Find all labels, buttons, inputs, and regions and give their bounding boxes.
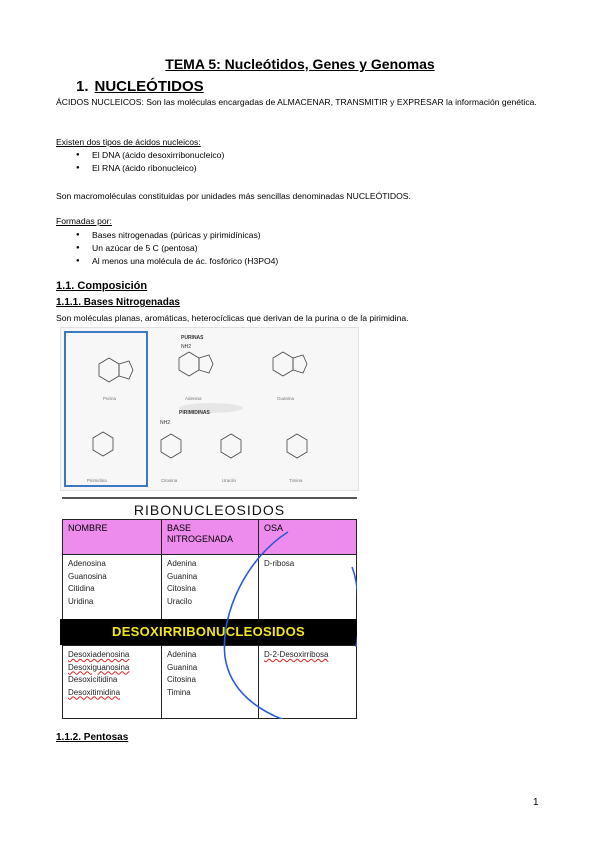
- header-nombre: NOMBRE: [62, 519, 162, 555]
- osa-value: D-ribosa: [264, 559, 295, 568]
- molecule-label: Adenina: [185, 396, 202, 401]
- ribo-names-cell: [62, 554, 162, 620]
- heading-text: NUCLEÓTIDOS: [94, 78, 204, 95]
- table-cell-text: Desoxiadenosina: [68, 650, 130, 659]
- bases-figure: [60, 327, 359, 491]
- page-title: TEMA 5: Nucleótidos, Genes y Genomas: [165, 56, 435, 72]
- heading-number: 1.: [76, 78, 89, 95]
- list-item: ● El RNA (ácido ribonucleico): [76, 162, 224, 175]
- table-row: Adenina: [167, 559, 197, 568]
- nucleosidos-table: [60, 497, 357, 719]
- ribo-bases-cell: [161, 554, 259, 620]
- table-row: Guanosina: [68, 571, 107, 581]
- table-cell-text: Desoxiguanosina: [68, 662, 130, 672]
- table-row: Guanina: [167, 662, 198, 672]
- table-row: [68, 649, 156, 662]
- list-item: ● Bases nitrogenadas (púricas y pirimidínicas): [76, 229, 278, 242]
- table-row: Adenina: [167, 650, 197, 659]
- table-row: Citosina: [167, 584, 196, 593]
- heading-bases: 1.1.1. Bases Nitrogenadas: [56, 297, 180, 308]
- table-row: Citosina: [167, 675, 196, 684]
- heading-nucleotidos: [76, 78, 204, 95]
- molecule-label: Purina: [103, 396, 117, 401]
- molecule-label: Uracilo: [222, 478, 237, 483]
- osa-value: [264, 649, 351, 662]
- table-cell-text: D-2-Desoxirribosa: [264, 650, 329, 659]
- table-cell-text: Desoxitimidina: [68, 687, 121, 697]
- intro-paragraph: ÁCIDOS NUCLEICOS: Son las moléculas encargadas de ALMACENAR, TRANSMITIR y EXPRESAR la información genética.: [56, 97, 537, 107]
- table-row: [68, 687, 156, 700]
- list-item: ● El DNA (ácido desoxirribonucleico): [76, 149, 224, 162]
- uracilo-structure: [221, 434, 241, 458]
- adenina-structure: [179, 352, 213, 376]
- ribonucleosidos-title: RIBONUCLEOSIDOS: [62, 497, 357, 521]
- desoxi-names-cell: [62, 645, 162, 719]
- heading-pentosas: 1.1.2. Pentosas: [56, 732, 129, 743]
- pirimidina-structure: [93, 432, 113, 456]
- molecule-label: Timina: [289, 478, 303, 483]
- table-row: Guanina: [167, 571, 198, 581]
- molecule-label: Citosina: [161, 478, 178, 483]
- table-row: [68, 662, 156, 675]
- list-item: ● Al menos una molécula de ác. fosfórico (H3PO4): [76, 255, 278, 268]
- purina-structure: [99, 358, 133, 382]
- ribo-osa-cell: [258, 554, 357, 620]
- pirimidinas-label: PIRIMIDINAS: [179, 410, 210, 416]
- table-row: Citidina: [68, 584, 95, 593]
- table-row: Timina: [167, 687, 191, 697]
- table-row: Desoxicitidina: [68, 675, 118, 684]
- bases-structures: [61, 328, 358, 490]
- molecule-label: Pirimidina: [87, 478, 107, 483]
- formed-label: Formadas por:: [56, 216, 112, 226]
- timina-structure: [287, 434, 307, 458]
- types-label: Existen dos tipos de ácidos nucleicos:: [56, 137, 201, 147]
- macro-paragraph: Son macromoléculas constituidas por unidades más sencillas denominadas NUCLEÓTIDOS.: [56, 191, 411, 201]
- purinas-label: PURINAS: [181, 335, 204, 341]
- molecule-label: Guanina: [277, 396, 295, 401]
- highlight-box: [65, 332, 147, 486]
- nh2-label: NH2: [181, 344, 192, 350]
- citosina-structure: [161, 434, 181, 458]
- desoxirribonucleosidos-title: DESOXIRRIBONUCLEOSIDOS: [60, 619, 357, 645]
- desoxi-osa-cell: [258, 645, 357, 719]
- formed-list: [76, 229, 278, 268]
- desoxi-bases-cell: [161, 645, 259, 719]
- header-base: BASE NITROGENADA: [161, 519, 259, 555]
- types-list: [76, 149, 224, 175]
- list-item: ● Un azúcar de 5 C (pentosa): [76, 242, 278, 255]
- header-osa: OSA: [258, 519, 357, 555]
- bases-paragraph: Son moléculas planas, aromáticas, heterocíclicas que derivan de la purina o de la pirimidina.: [56, 313, 409, 323]
- heading-composicion: 1.1. Composición: [56, 280, 148, 292]
- table-row: Adenosina: [68, 559, 106, 568]
- table-row: Uracilo: [167, 596, 192, 606]
- page-number: 1: [533, 797, 539, 808]
- guanina-structure: [273, 352, 307, 376]
- nh2-label-2: NH2: [160, 420, 171, 426]
- table-row: Uridina: [68, 596, 94, 606]
